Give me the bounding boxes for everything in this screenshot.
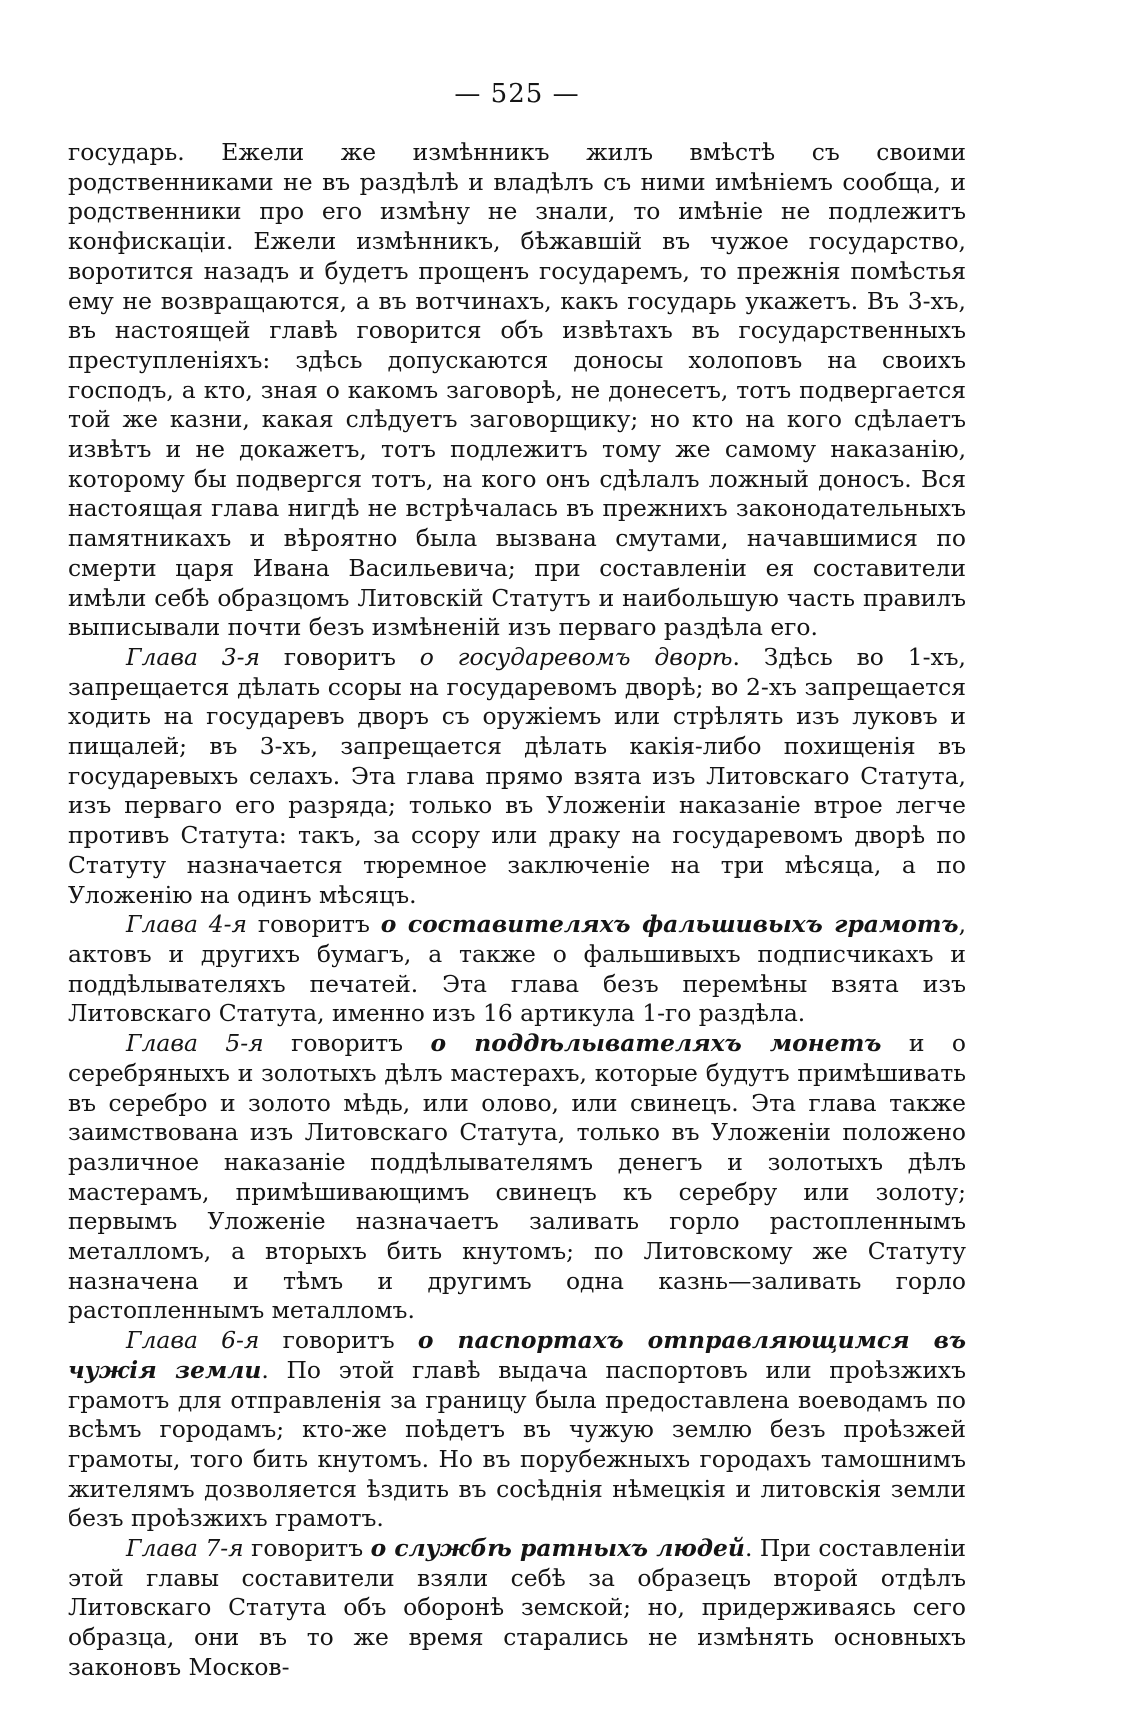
- chapter-verb: говоритъ: [243, 1534, 371, 1563]
- paragraph-chapter-4: [68, 910, 966, 1029]
- page-number: — 525 —: [454, 79, 580, 109]
- paragraph-chapter-3: [68, 643, 966, 910]
- paragraph-text: . По этой главѣ выдача паспортовъ или проѣзжихъ грамотъ для отправленія за границу была предоставлена воеводамъ по всѣмъ городамъ; кто-же поѣдетъ въ чужую землю безъ проѣзжей грамоты, того бить кнутомъ. Но въ порубежныхъ городахъ тамошнимъ жителямъ дозволяется ѣздить въ сосѣднія нѣмецкія и литовскія земли безъ проѣзжихъ грамотъ.: [68, 1355, 966, 1533]
- paragraph-chapter-7: [68, 1534, 966, 1683]
- chapter-topic: о паспортахъ отправляющимся въ чужія земли: [68, 1326, 967, 1384]
- chapter-verb: говоритъ: [263, 1029, 431, 1058]
- chapter-heading: Глава 5-я: [126, 1029, 264, 1058]
- chapter-verb: говоритъ: [259, 1326, 418, 1355]
- chapter-heading: Глава 3-я: [126, 642, 261, 671]
- paragraph-chapter-6: [68, 1326, 966, 1534]
- chapter-heading: Глава 4-я: [126, 910, 248, 939]
- paragraph-text: и о серебряныхъ и золотыхъ дѣлъ мастерахъ, которые будутъ примѣшивать въ серебро и золото мѣдь, или олово, или свинецъ. Эта глава также заимствована изъ Литовскаго Статута, только въ Уложеніи положено различное наказаніе поддѣлывателямъ денегъ и золотыхъ дѣлъ мастерамъ, примѣшивающимъ свинецъ къ серебру или золоту; первымъ Уложеніе назначаетъ заливать горло растопленнымъ металломъ, а вторыхъ бить кнутомъ; по Литовскому же Статуту назначена и тѣмъ и другимъ одна казнь—заливать горло растопленнымъ металломъ.: [68, 1029, 967, 1325]
- chapter-topic: о составителяхъ фальшивыхъ грамотъ: [380, 910, 959, 939]
- chapter-verb: говоритъ: [247, 910, 381, 939]
- chapter-topic: о поддѣлывателяхъ монетъ: [430, 1029, 882, 1058]
- chapter-topic: о государевомъ дворѣ: [419, 642, 733, 671]
- chapter-topic: о службѣ ратныхъ людей: [370, 1534, 745, 1563]
- paragraph-text: . Здѣсь во 1-хъ, запрещается дѣлать ссоры на государевомъ дворѣ; во 2-хъ запрещается ходить на государевъ дворъ съ оружіемъ или стрѣлять изъ луковъ и пищалей; въ 3-хъ, запрещается дѣлать какія-либо похищенія въ государевыхъ селахъ. Эта глава прямо взята изъ Литовскаго Статута, изъ перваго его разряда; только въ Уложеніи наказаніе втрое легче противъ Статута: такъ, за ссору или драку на государевомъ дворѣ по Статуту назначается тюремное заключеніе на три мѣсяца, а по Уложенію на одинъ мѣсяцъ.: [68, 642, 966, 909]
- paragraph-text: , актовъ и другихъ бумагъ, а также о фальшивыхъ подписчикахъ и поддѣлывателяхъ печатей. Эта глава безъ перемѣны взята изъ Литовскаго Статута, именно изъ 16 артикула 1-го раздѣла.: [68, 910, 966, 1028]
- paragraph-chapter-5: [68, 1029, 966, 1326]
- paragraph-treason-continued: [68, 138, 966, 643]
- paragraph-text: государь. Ежели же измѣнникъ жилъ вмѣстѣ съ своими родственниками не въ раздѣлѣ и владѣлъ съ ними имѣніемъ сообща, и родственники про его измѣну не знали, то имѣніе не подлежитъ конфискаціи. Ежели измѣнникъ, бѣжавшій въ чужое государство, воротится назадъ и будетъ прощенъ государемъ, то прежнія помѣстья ему не возвращаются, а въ вотчинахъ, какъ государь укажетъ. Въ 3-хъ, въ настоящей главѣ говорится объ извѣтахъ въ государственныхъ преступленіяхъ: здѣсь допускаются доносы холоповъ на своихъ господъ, а кто, зная о какомъ заговорѣ, не донесетъ, тотъ подвергается той же казни, какая слѣдуетъ заговорщику; но кто на кого сдѣлаетъ извѣтъ и не докажетъ, тотъ подлежитъ тому же самому наказанію, которому бы подвергся тотъ, на кого онъ сдѣлалъ ложный доносъ. Вся настоящая глава нигдѣ не встрѣчалась въ прежнихъ законодательныхъ памятникахъ и вѣроятно была вызвана смутами, начавшимися по смерти царя Ивана Васильевича; при составленіи ея составители имѣли себѣ образцомъ Литовскій Статутъ и наибольшую часть правилъ выписывали почти безъ измѣненій изъ перваго раздѣла его.: [68, 138, 966, 642]
- chapter-heading: Глава 6-я: [126, 1326, 260, 1355]
- chapter-heading: Глава 7-я: [126, 1534, 244, 1563]
- book-page: [68, 78, 966, 1698]
- paragraph-text: . При составленіи этой главы составители взяли себѣ за образецъ второй отдѣлъ Литовскаго Статута объ оборонѣ земской; но, придерживаясь сего образца, они въ то же время старались не измѣнять основныхъ законовъ Москов-: [68, 1534, 967, 1681]
- chapter-verb: говоритъ: [260, 642, 420, 671]
